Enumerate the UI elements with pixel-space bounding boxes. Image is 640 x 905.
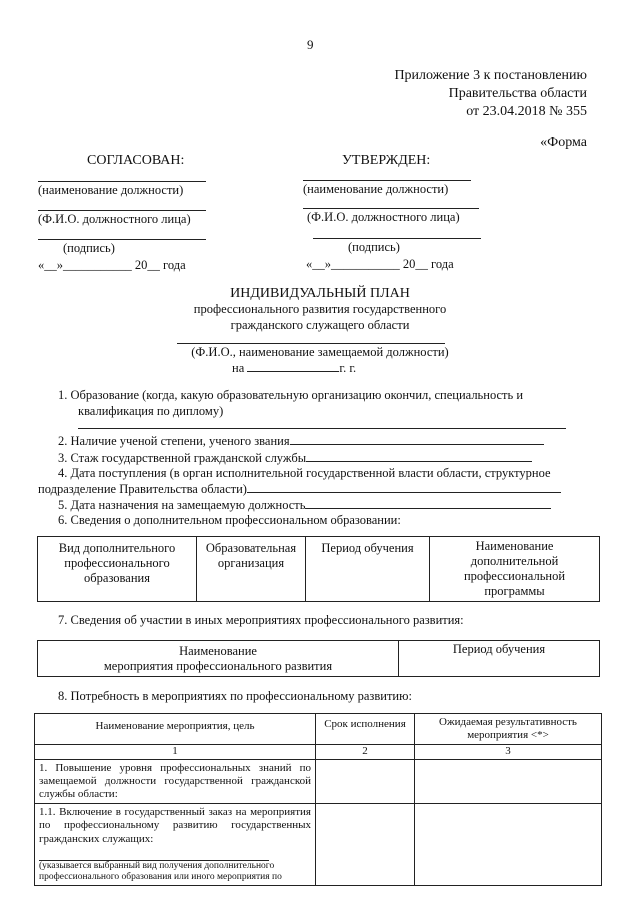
th-education-type: Вид дополнительного профессионального образования [38,537,197,602]
name-line-right [303,208,479,209]
section8-heading: 8. Потребность в мероприятиях по профессиональному развитию: [58,689,412,703]
development-needs-table [34,713,602,886]
plan-subtitle-2: гражданского служащего области [230,318,410,332]
signature-caption-right: (подпись) [348,240,400,254]
plan-title: ИНДИВИДУАЛЬНЫЙ ПЛАН [230,286,410,301]
additional-education-table [37,536,600,602]
name-line-left [38,210,206,211]
row-state-order [35,804,316,886]
item-education-line-2: квалификация по диплому) [78,404,224,418]
row-state-order-text: 1.1. Включение в государственный заказ на мероприятия по профессиональному развитию государственных гражданских служащих: [39,806,311,845]
education-answer-line [78,428,566,429]
annex-line-1: Приложение 3 к постановлению [394,68,587,83]
plan-period [232,361,356,375]
th-event-period: Период обучения [399,641,600,677]
item-degree-label: 2. Наличие ученой степени, ученого звания [58,434,290,448]
agreed-title: СОГЛАСОВАН: [87,153,185,168]
th-expected-result: Ожидаемая результативность мероприятия <*> [415,714,602,745]
plan-subtitle-1: профессионального развития государственного [193,302,447,316]
col-number-3: 3 [415,745,602,759]
item-appointment-label: 5. Дата назначения на замещаемую должность [58,498,306,512]
annex-line-2: Правительства области [448,86,587,101]
position-caption-left: (наименование должности) [38,183,184,197]
period-prefix: на [232,361,245,375]
item-degree [58,434,544,448]
item-service [58,451,532,465]
row-knowledge-improvement: 1. Повышение уровня профессиональных знаний по замещаемой должности государственной гражданской службы области: [35,759,316,804]
position-caption-right: (наименование должности) [303,182,449,196]
approved-title: УТВЕРЖДЕН: [342,153,431,168]
row1-result-cell [415,759,602,804]
entry-blank [247,492,561,493]
th-event-name-line-2: мероприятия профессионального развития [103,659,333,673]
position-line-right [303,180,471,181]
item-additional-education: 6. Сведения о дополнительном профессиональном образовании: [58,513,401,527]
item-entry-line-2 [38,482,561,496]
form-label: «Форма [540,135,587,150]
item-appointment [58,498,551,512]
signature-line-right [313,238,481,239]
col-number-2: 2 [316,745,415,759]
appointment-blank [305,508,551,509]
th-program-name: Наименование дополнительной профессиональной программы [430,537,600,602]
th-organization: Образовательная организация [197,537,306,602]
service-blank [306,461,532,462]
other-events-table [37,640,600,677]
section7-heading: 7. Сведения об участии в иных мероприятиях профессионального развития: [58,613,464,627]
date-line-right: «__»___________ 20__ года [306,257,454,271]
item-entry-label: подразделение Правительства области) [38,482,247,496]
note-line-1: (указывается выбранный вид получения дополнительного [39,860,275,871]
date-line-left: «__»___________ 20__ года [38,258,186,272]
fio-line [177,343,445,344]
row2-result-cell [415,804,602,886]
col-number-1: 1 [35,745,316,759]
th-event-name [38,641,399,677]
row2-deadline-cell [316,804,415,886]
fio-caption: (Ф.И.О., наименование замещаемой должности) [191,345,449,359]
signature-line-left [38,239,206,240]
item-service-label: 3. Стаж государственной гражданской службы [58,451,307,465]
th-event-name-line-1: Наименование [179,644,257,658]
row1-deadline-cell [316,759,415,804]
item-education-line-1: 1. Образование (когда, какую образовательную организацию окончил, специальность и [58,388,524,402]
period-blank [247,371,339,372]
th-deadline: Срок исполнения [316,714,415,745]
position-line-left [38,181,206,182]
name-caption-left: (Ф.И.О. должностного лица) [38,212,191,226]
annex-line-3: от 23.04.2018 № 355 [466,104,587,119]
th-study-period: Период обучения [306,537,430,602]
degree-blank [290,444,544,445]
name-caption-right: (Ф.И.О. должностного лица) [307,210,460,224]
item-entry-line-1: 4. Дата поступления (в орган исполнительной государственной власти области, структурное [58,466,551,480]
page-number: 9 [307,37,314,52]
th-event-goal: Наименование мероприятия, цель [35,714,316,745]
signature-caption-left: (подпись) [63,241,115,255]
note-line-2: профессионального образования или иного мероприятия по [39,872,282,883]
period-suffix: г. г. [339,361,357,375]
